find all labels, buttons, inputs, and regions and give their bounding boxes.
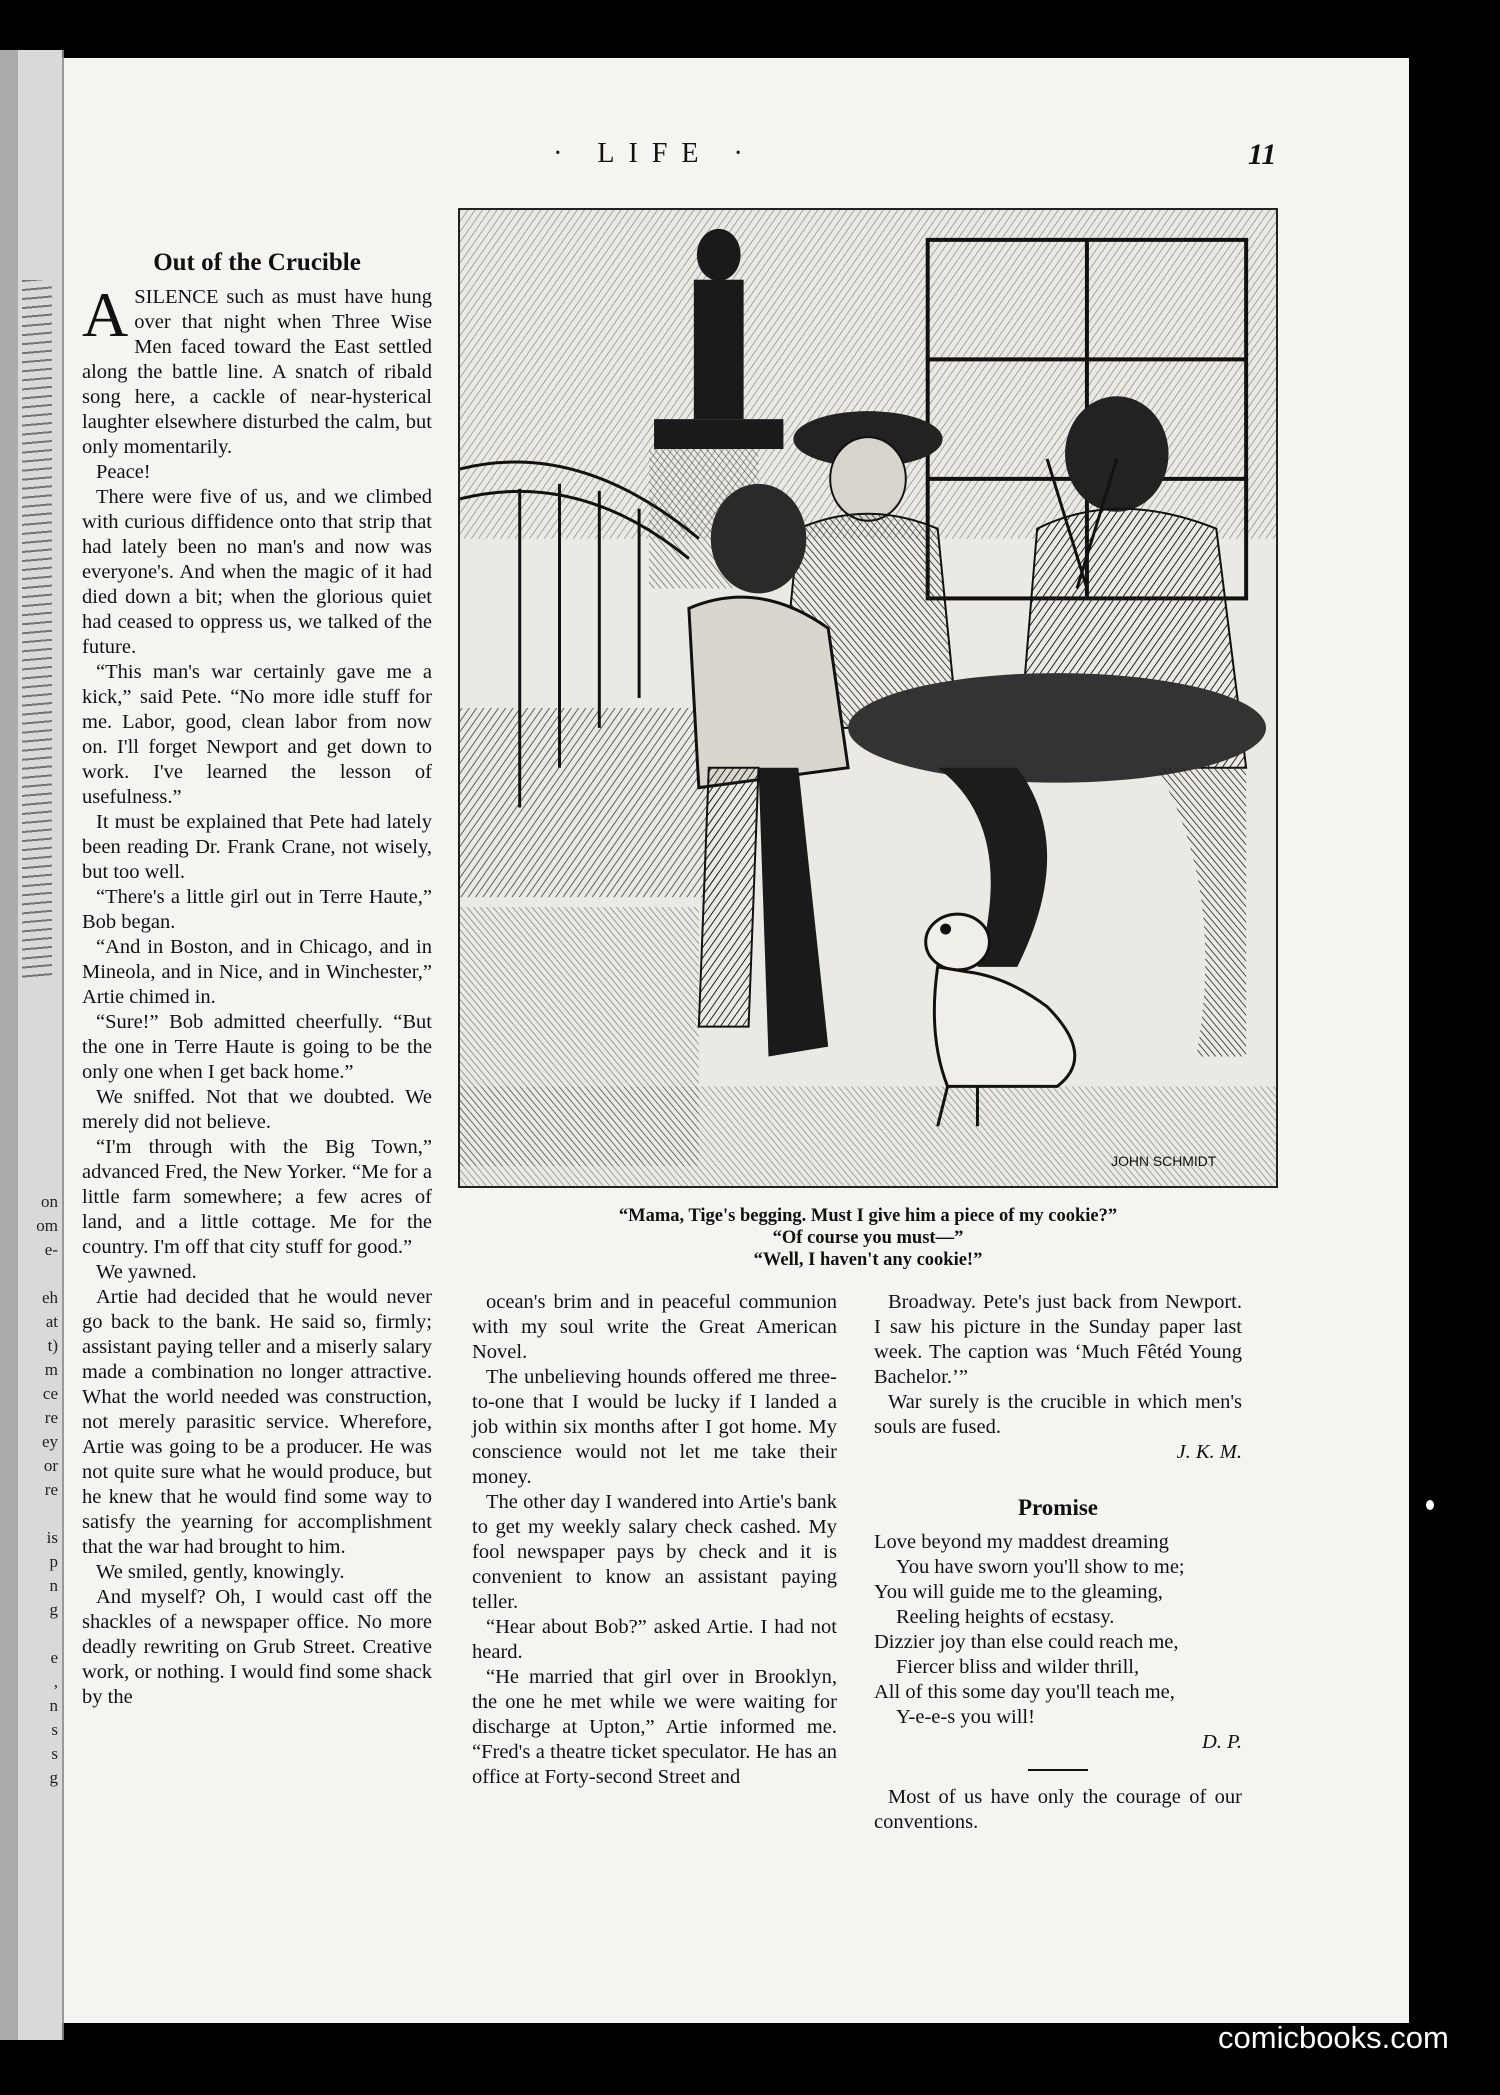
facing-page-fragment: om — [36, 1216, 58, 1235]
facing-page-fragment — [10, 1502, 58, 1526]
paragraph: Artie had decided that he would never go back to the bank. He said so, firmly; assistant paying teller and a miserly salary made a combination no longer attractive. What the world needed was construction, not merely parasitic service. Wherefore, Artie was going to be a producer. He was not quite sure what he would produce, but he knew that he would find some way to satisfy the yearning for accomplishment that the war had brought to him. — [82, 1286, 432, 1558]
drop-cap: A — [82, 279, 129, 350]
caption-line-1: “Mama, Tige's begging. Must I give him a piece of my cookie?” — [618, 1206, 1118, 1226]
caption-line-2: “Of course you must—” — [772, 1228, 964, 1248]
paragraph: It must be explained that Pete had lately been reading Dr. Frank Crane, not wisely, but too well. — [82, 811, 432, 883]
poem-line: You have sworn you'll show to me; — [896, 1556, 1185, 1578]
paragraph: “He married that girl over in Brooklyn, the one he met while we were waiting for discharge at Upton,” Artie informed me. “Fred's a theatre ticket speculator. He has an office at Forty-second Street and — [472, 1666, 837, 1788]
facing-page-fragment — [10, 1262, 58, 1286]
facing-page-illustration-fragment — [22, 280, 52, 980]
paragraph: And myself? Oh, I would cast off the shackles of a newspaper office. No more deadly rewriting on Grub Street. Creative work, or nothing. I would find some shack by the — [82, 1586, 432, 1708]
paragraph: There were five of us, and we climbed with curious diffidence onto that strip that had lately been no man's and now was everyone's. And when the magic of it had died down a bit; when the glorious quiet had ceased to oppress us, we talked of the future. — [82, 486, 432, 658]
facing-page-fragment: g — [49, 1600, 58, 1619]
paragraph: “And in Boston, and in Chicago, and in Mineola, and in Nice, and in Winchester,” Artie chimed in. — [82, 936, 432, 1008]
poem-line: Reeling heights of ecstasy. — [896, 1606, 1115, 1628]
poem-line: Love beyond my maddest dreaming — [874, 1531, 1169, 1553]
facing-page-fragment: s — [51, 1720, 58, 1739]
page-number: 11 — [1248, 138, 1277, 171]
paragraph: ASILENCE such as must have hung over that night when Three Wise Men faced toward the East settled along the battle line. A snatch of ribald song here, a cackle of near-hysterical laughter elsewhere disturbed the calm, but only momentarily. — [82, 279, 432, 458]
paragraph: The unbelieving hounds offered me three-to-one that I would be lucky if I landed a job within six months after I got home. My conscience would not let me take their money. — [472, 1366, 837, 1488]
facing-page-fragment: re — [44, 1480, 58, 1499]
magazine-title: · LIFE · — [553, 138, 757, 169]
facing-page-fragment: n — [49, 1576, 58, 1595]
facing-page-fragment: e- — [44, 1240, 58, 1259]
cartoon-caption — [458, 1205, 1278, 1271]
section-divider — [1028, 1769, 1088, 1771]
paragraph: The other day I wandered into Artie's bank to get my weekly salary check cashed. My fool newspaper pays by check and it is convenient to know an assistant paying teller. — [472, 1491, 837, 1613]
poem-line: Dizzier joy than else could reach me, — [874, 1631, 1179, 1653]
poem-line: Y-e-e-s you will! — [896, 1706, 1035, 1728]
paragraph: ocean's brim and in peaceful communion with my soul write the Great American Novel. — [472, 1291, 837, 1363]
article-signature: J. K. M. — [1176, 1441, 1242, 1463]
facing-page-fragment: t) — [47, 1336, 58, 1355]
facing-page-fragment: eh — [41, 1288, 58, 1307]
watermark: comicbooks.com — [1218, 2020, 1449, 2055]
article-title: Out of the Crucible — [153, 249, 361, 276]
facing-page-text-fragments — [10, 1190, 58, 1790]
paragraph: We yawned. — [96, 1261, 197, 1283]
paragraph: “Hear about Bob?” asked Artie. I had not heard. — [472, 1616, 837, 1663]
column-2-body — [472, 1290, 837, 1790]
paragraph: We sniffed. Not that we doubted. We merely did not believe. — [82, 1086, 432, 1133]
poem-body — [874, 1530, 1242, 1730]
facing-page-fragment: m — [44, 1360, 58, 1379]
facing-page-fragment: ce — [42, 1384, 58, 1403]
facing-page-fragment: on — [41, 1192, 58, 1211]
column-1-body — [82, 279, 432, 1710]
caption-line-3: “Well, I haven't any cookie!” — [753, 1250, 983, 1270]
poem-title: Promise — [1017, 1495, 1099, 1520]
paragraph: Peace! — [96, 461, 151, 483]
article-column-2 — [472, 1290, 837, 1790]
paragraph: We smiled, gently, knowingly. — [96, 1561, 345, 1583]
page-header — [0, 138, 1500, 178]
facing-page-fragment — [10, 1622, 58, 1646]
artist-signature: JOHN SCHMIDT — [1111, 1153, 1217, 1170]
facing-page-fragment: n — [49, 1696, 58, 1715]
poem-line: Fiercer bliss and wilder thrill, — [896, 1656, 1140, 1678]
facing-page-fragment: , — [53, 1672, 58, 1691]
facing-page-fragment: p — [49, 1552, 58, 1571]
filler-quip: Most of us have only the courage of our conventions. — [874, 1786, 1242, 1833]
facing-page-fragment: e — [50, 1648, 58, 1667]
facing-page-fragment: ey — [41, 1432, 58, 1451]
facing-page-fragment: is — [46, 1528, 58, 1547]
cartoon-drawing — [460, 210, 1276, 1186]
facing-page-edge — [0, 50, 64, 2040]
paragraph: “I'm through with the Big Town,” advanced Fred, the New Yorker. “Me for a little farm somewhere; a few acres of land, and a little cottage. Me for the country. I'm off that city stuff for good.” — [82, 1136, 432, 1258]
paragraph: “This man's war certainly gave me a kick,” said Pete. “No more idle stuff for me. Labor, good, clean labor from now on. I'll forget Newport and get down to work. I've learned the lesson of usefulness.” — [82, 661, 432, 808]
paragraph: War surely is the crucible in which men's souls are fused. — [874, 1391, 1242, 1438]
facing-page-fragment: g — [49, 1768, 58, 1787]
facing-page-fragment: re — [44, 1408, 58, 1427]
facing-page-fragment: s — [51, 1744, 58, 1763]
article-column-3 — [874, 1290, 1242, 1835]
facing-page-fragment: at — [45, 1312, 58, 1331]
paragraph: “There's a little girl out in Terre Haute,” Bob began. — [82, 886, 432, 933]
paragraph: Broadway. Pete's just back from Newport. I saw his picture in the Sunday paper last week. The caption was ‘Much Fêtéd Young Bachelor.’” — [874, 1291, 1242, 1388]
poem-line: You will guide me to the gleaming, — [874, 1581, 1163, 1603]
article-column-1 — [82, 250, 432, 1710]
column-3-body — [874, 1290, 1242, 1440]
poem-line: All of this some day you'll teach me, — [874, 1681, 1175, 1703]
binding-mark — [1426, 1500, 1434, 1510]
poem-signature: D. P. — [1201, 1731, 1242, 1753]
facing-page-fragment: or — [43, 1456, 58, 1475]
cartoon-illustration — [458, 208, 1278, 1188]
paragraph: “Sure!” Bob admitted cheerfully. “But the one in Terre Haute is going to be the only one when I get back home.” — [82, 1011, 432, 1083]
